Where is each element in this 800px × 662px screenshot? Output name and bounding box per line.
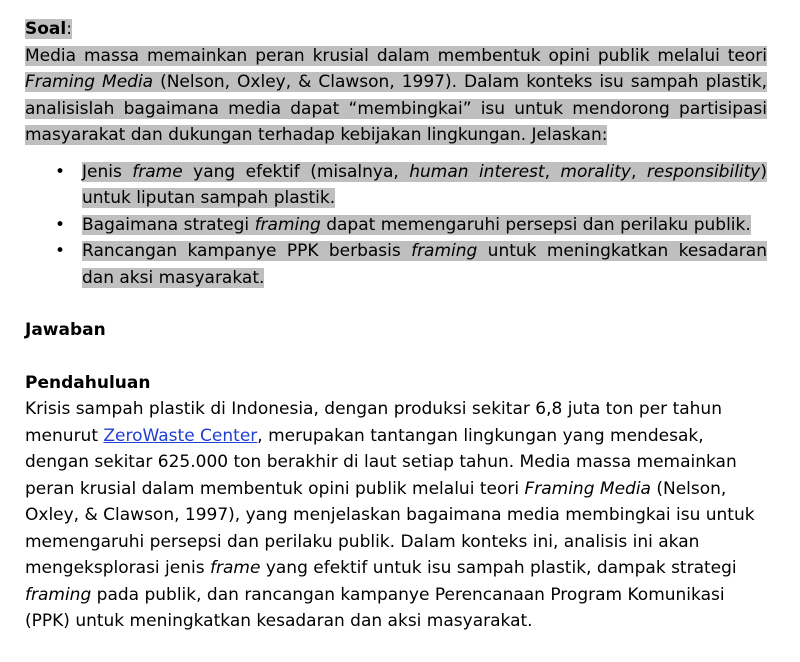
task-item-1-text-1: Jenis — [82, 161, 133, 182]
bullet-icon: • — [55, 214, 66, 235]
pendahuluan-paragraph — [25, 396, 767, 635]
zerowaste-center-link[interactable]: ZeroWaste Center — [103, 425, 258, 446]
task-item-1 — [55, 159, 768, 212]
task-item-3-em-1: framing — [411, 241, 478, 261]
pendahuluan-em-2: frame — [210, 558, 261, 578]
task-list — [25, 159, 767, 292]
task-item-1-text-2: yang efektif (misalnya, — [182, 161, 410, 182]
task-item-2-em-1: framing — [254, 214, 321, 235]
document-page — [25, 16, 767, 635]
pendahuluan-heading: Pendahuluan — [25, 372, 151, 393]
pendahuluan-text-1: Krisis sampah plastik di Indonesia, dengan produksi sekitar 6,8 juta ton per tahun menurut — [25, 399, 722, 446]
task-item-1-text-4: , — [630, 161, 647, 182]
bullet-icon: • — [55, 161, 66, 182]
task-item-3-highlight — [82, 241, 767, 288]
pendahuluan-text-4: yang efektif untuk isu sampah plastik, dampak strategi — [260, 558, 737, 578]
soal-paragraph — [25, 16, 767, 149]
task-item-1-em-3: morality — [560, 161, 631, 182]
task-item-2-text-1: Bagaimana strategi — [82, 214, 255, 235]
soal-colon: : — [66, 19, 72, 39]
task-item-1-em-4: responsibility — [646, 161, 761, 182]
pendahuluan-text-2: , merupakan tantangan lingkungan yang mendesak, dengan sekitar 625.000 ton berakhir di laut setiap tahun. Media massa memainkan peran krusial dalam membentuk opini publik melalui teori — [25, 425, 737, 499]
soal-intro-theory: Framing Media — [25, 72, 154, 92]
bullet-icon: • — [55, 241, 66, 261]
pendahuluan-text-5: pada publik, dan rancangan kampanye Perencanaan Program Komunikasi (PPK) untuk meningkatkan kesadaran dan aksi masyarakat. — [25, 584, 725, 631]
task-item-1-text-5: ) untuk liputan sampah plastik. — [82, 161, 768, 208]
task-item-3 — [55, 238, 767, 291]
task-item-2 — [55, 212, 767, 239]
soal-highlight — [25, 19, 767, 145]
task-item-2-highlight — [82, 215, 751, 235]
task-item-1-em-1: frame — [132, 161, 183, 182]
task-item-1-highlight — [82, 162, 767, 209]
pendahuluan-em-3: framing — [25, 584, 92, 605]
pendahuluan-em-1: Framing Media — [524, 478, 651, 499]
soal-intro-part-2: (Nelson, Oxley, & Clawson, 1997). Dalam konteks isu sampah plastik, analisislah bagaimana media dapat “membingkai” isu untuk mendorong partisipasi masyarakat dan dukungan terhadap kebijakan lingkungan. Jelaskan: — [25, 72, 768, 145]
task-item-3-text-1: Rancangan kampanye PPK berbasis — [82, 241, 412, 261]
task-item-1-text-3: , — [544, 161, 561, 182]
pendahuluan-text-3: (Nelson, Oxley, & Clawson, 1997), yang menjelaskan bagaimana media membingkai isu untuk memengaruhi persepsi dan perilaku publik. Dalam konteks ini, analisis ini akan mengeksplorasi jenis — [25, 478, 755, 578]
task-item-3-text-2: untuk meningkatkan kesadaran dan aksi masyarakat. — [82, 241, 767, 288]
soal-intro-part-1: Media massa memainkan peran krusial dalam membentuk opini publik melalui teori — [25, 45, 767, 66]
task-item-1-em-2: human interest — [409, 161, 545, 182]
soal-label: Soal — [25, 19, 67, 39]
task-item-2-text-2: dapat memengaruhi persepsi dan perilaku publik. — [320, 214, 751, 235]
jawaban-heading: Jawaban — [25, 320, 106, 340]
